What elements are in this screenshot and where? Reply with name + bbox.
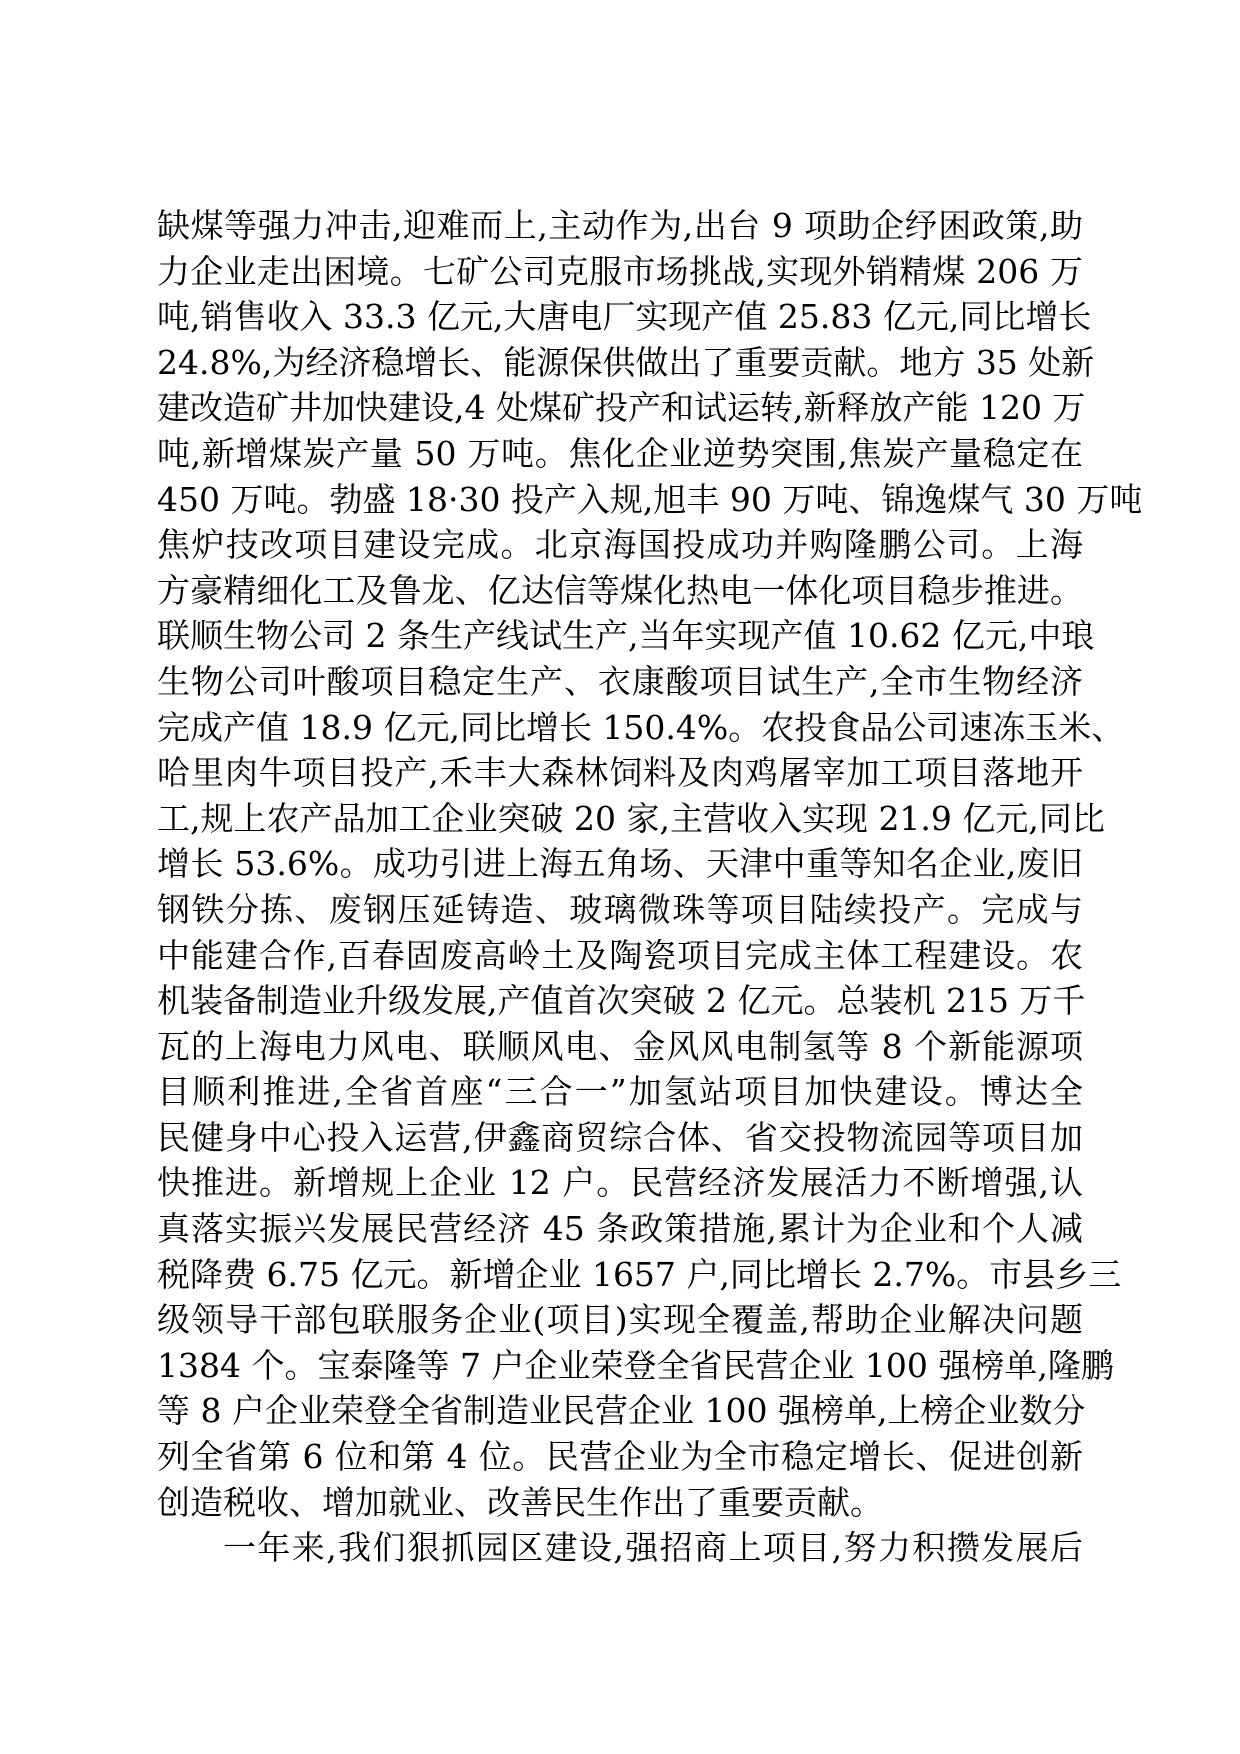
text-line: 真落实振兴发展民营经济 45 条政策措施,累计为企业和个人减 xyxy=(157,1209,1083,1249)
text-line: 24.8%,为经济稳增长、能源保供做出了重要贡献。地方 35 处新 xyxy=(157,342,1095,382)
text-line: 生物公司叶酸项目稳定生产、衣康酸项目试生产,全市生物经济 xyxy=(157,661,1083,701)
text-line: 联顺生物公司 2 条生产线试生产,当年实现产值 10.62 亿元,中琅 xyxy=(157,616,1095,656)
text-line: 方豪精细化工及鲁龙、亿达信等煤化热电一体化项目稳步推进。 xyxy=(157,570,1083,610)
text-line: 瓦的上海电力风电、联顺风电、金风风电制氢等 8 个新能源项 xyxy=(157,1026,1083,1066)
text-line: 哈里肉牛项目投产,禾丰大森林饲料及肉鸡屠宰加工项目落地开 xyxy=(157,753,1083,793)
text-line: 税降费 6.75 亿元。新增企业 1657 户,同比增长 2.7%。市县乡三 xyxy=(157,1254,1122,1294)
text-line: 等 8 户企业荣登全省制造业民营企业 100 强榜单,上榜企业数分 xyxy=(157,1391,1086,1431)
text-line: 1384 个。宝泰隆等 7 户企业荣登全省民营企业 100 强榜单,隆鹏 xyxy=(157,1345,1114,1385)
text-line: 工,规上农产品加工企业突破 20 家,主营收入实现 21.9 亿元,同比 xyxy=(157,798,1105,838)
text-line: 目顺利推进,全省首座“三合一”加氢站项目加快建设。博达全 xyxy=(157,1072,1083,1112)
text-line: 建改造矿井加快建设,4 处煤矿投产和试运转,新释放产能 120 万 xyxy=(157,388,1086,428)
text-line: 增长 53.6%。成功引进上海五角场、天津中重等知名企业,废旧 xyxy=(157,844,1083,884)
text-line: 450 万吨。勃盛 18·30 投产入规,旭丰 90 万吨、锦逸煤气 30 万吨 xyxy=(157,479,1143,519)
text-line: 一年来,我们狠抓园区建设,强招商上项目,努力积攒发展后 xyxy=(223,1528,1083,1568)
text-line: 吨,销售收入 33.3 亿元,大唐电厂实现产值 25.83 亿元,同比增长 xyxy=(157,297,1092,337)
text-line: 中能建合作,百春固废高岭土及陶瓷项目完成主体工程建设。农 xyxy=(157,935,1083,975)
paragraph-1 xyxy=(157,203,1143,1525)
text-line: 焦炉技改项目建设完成。北京海国投成功并购隆鹏公司。上海 xyxy=(157,525,1083,565)
text-line: 缺煤等强力冲击,迎难而上,主动作为,出台 9 项助企纾困政策,助 xyxy=(157,206,1083,245)
text-line: 吨,新增煤炭产量 50 万吨。焦化企业逆势突围,焦炭产量稳定在 xyxy=(157,433,1083,473)
paragraph-2 xyxy=(157,1525,1083,1571)
text-line: 列全省第 6 位和第 4 位。民营企业为全市稳定增长、促进创新 xyxy=(157,1437,1083,1477)
text-line: 完成产值 18.9 亿元,同比增长 150.4%。农投食品公司速冻玉米、 xyxy=(157,707,1125,747)
body-text xyxy=(157,203,1143,1571)
text-line: 快推进。新增规上企业 12 户。民营经济发展活力不断增强,认 xyxy=(157,1163,1083,1203)
text-line: 力企业走出困境。七矿公司克服市场挑战,实现外销精煤 206 万 xyxy=(157,251,1083,291)
text-line: 级领导干部包联服务企业(项目)实现全覆盖,帮助企业解决问题 xyxy=(157,1300,1083,1340)
text-line: 机装备制造业升级发展,产值首次突破 2 亿元。总装机 215 万千 xyxy=(157,981,1086,1021)
text-line: 创造税收、增加就业、改善民生作出了重要贡献。 xyxy=(157,1482,883,1522)
text-line: 民健身中心投入运营,伊鑫商贸综合体、省交投物流园等项目加 xyxy=(157,1117,1083,1157)
text-line: 钢铁分拣、废钢压延铸造、玻璃微珠等项目陆续投产。完成与 xyxy=(157,889,1083,929)
